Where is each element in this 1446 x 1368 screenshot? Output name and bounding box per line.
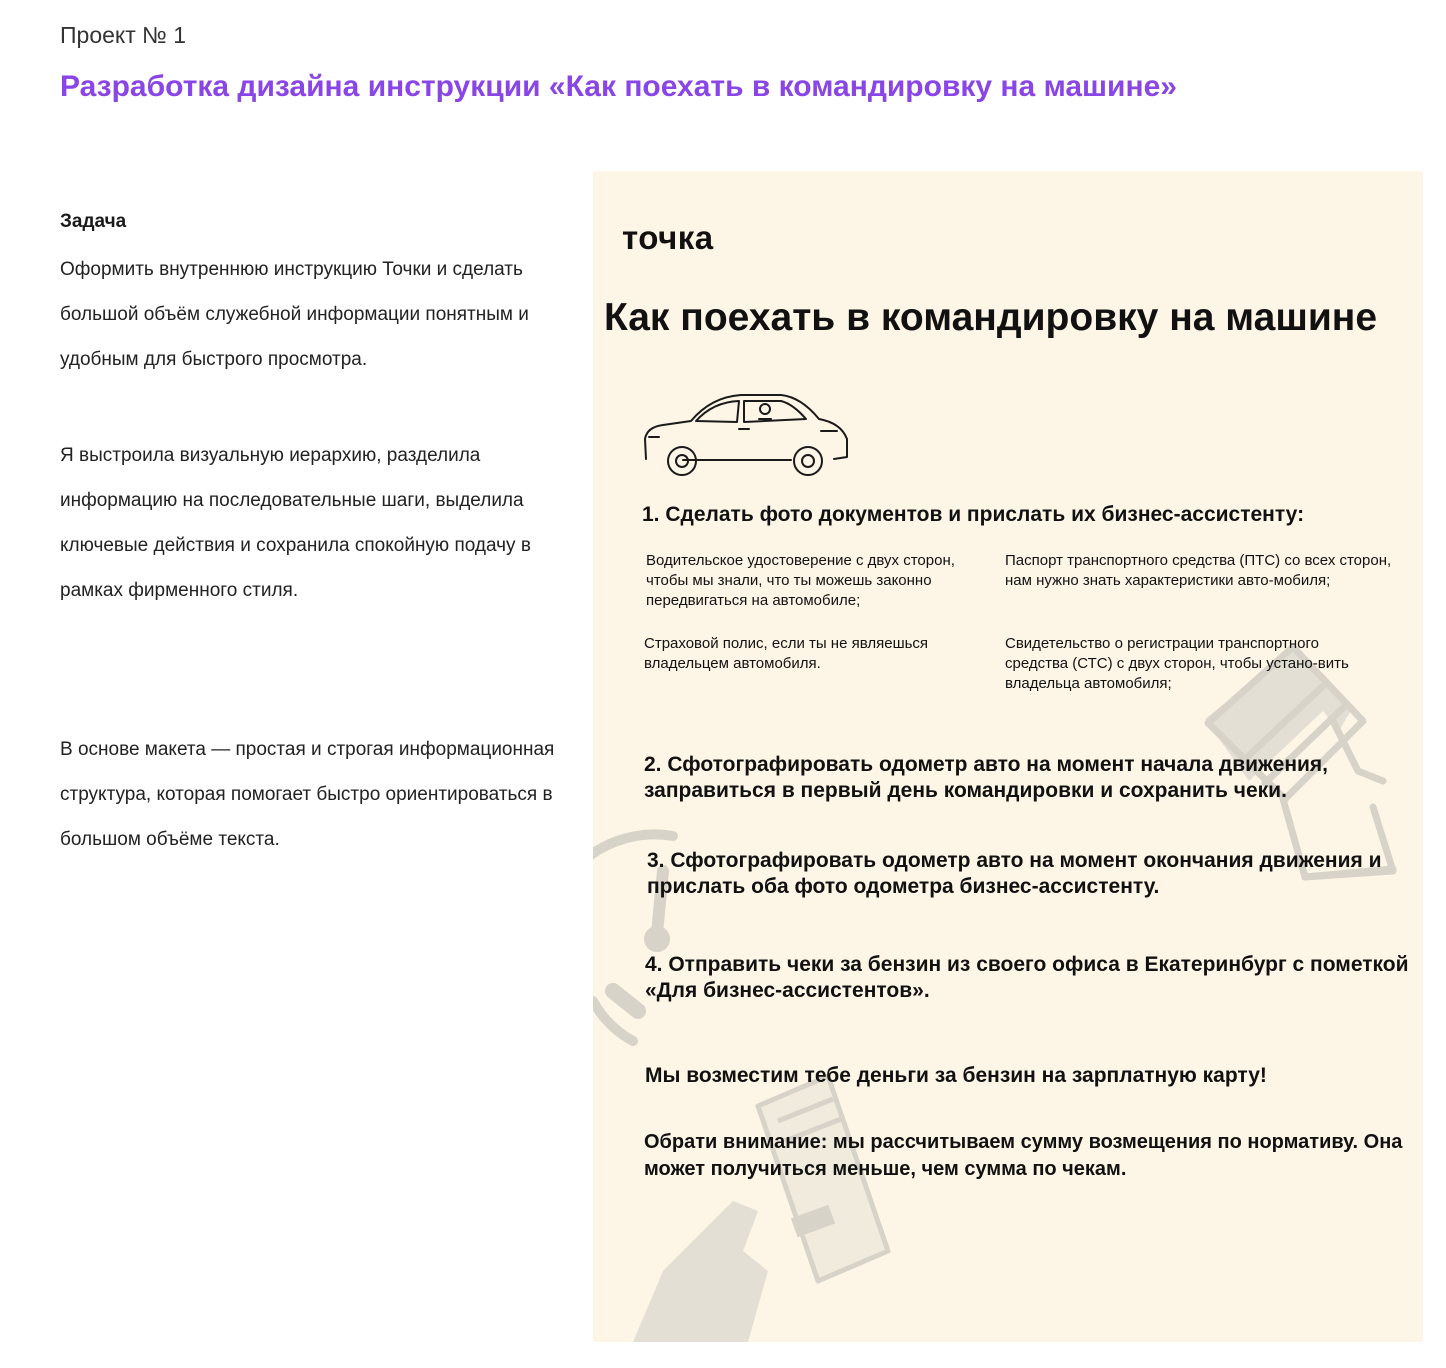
step-1: 1. Сделать фото документов и прислать их бизнес-ассистенту:: [642, 503, 1305, 526]
notice-text: Обрати внимание: мы рассчитываем сумму возмещения по нормативу. Она может получиться меньше, чем сумма по чекам.: [644, 1131, 1403, 1180]
page-title: Разработка дизайна инструкции «Как поехать в командировку на машине»: [60, 70, 1177, 103]
step-4: 4. Отправить чеки за бензин из своего офиса в Екатеринбург с пометкой «Для бизнес-ассистентов».: [645, 953, 1409, 1002]
task-heading: Задача: [60, 211, 127, 232]
step-3: 3. Сфотографировать одометр авто на момент окончания движения и прислать оба фото одометра бизнес-ассистенту.: [647, 849, 1382, 898]
document-insurance: Страховой полис, если ты не являешься владельцем автомобиля.: [644, 635, 929, 672]
tochka-logo: точка: [622, 219, 714, 256]
document-sts: Свидетельство о регистрации транспортного средства (СТС) с двух сторон, чтобы устано-вить владельца автомобиля;: [1005, 635, 1349, 692]
step-2: 2. Сфотографировать одометр авто на момент начала движения, заправиться в первый день командировки и сохранить чеки.: [644, 753, 1329, 802]
car-icon: [641, 389, 856, 479]
task-paragraph: Оформить внутреннюю инструкцию Точки и сделать большой объём служебной информации понятным и удобным для быстрого просмотра.: [60, 259, 529, 370]
project-label: Проект № 1: [60, 22, 187, 48]
instruction-poster: [593, 171, 1423, 1342]
receipt-hand-icon: [633, 1076, 888, 1342]
poster-title: Как поехать в командировку на машине: [603, 296, 1378, 339]
refund-note: Мы возместим тебе деньги за бензин на зарплатную карту!: [645, 1064, 1267, 1087]
approach-paragraph: Я выстроила визуальную иерархию, разделила информацию на последовательные шаги, выделила ключевые действия и сохранила спокойную подачу в рамках фирменного стиля.: [60, 445, 531, 601]
document-driver-license: Водительское удостоверение с двух сторон, чтобы мы знали, что ты можешь законно передвигаться на автомобиле;: [646, 552, 955, 609]
structure-paragraph: В основе макета — простая и строгая информационная структура, которая помогает быстро ориентироваться в большом объёме текста.: [60, 739, 555, 850]
document-pts: Паспорт транспортного средства (ПТС) со всех сторон, нам нужно знать характеристики авто-мобиля;: [1005, 552, 1392, 589]
